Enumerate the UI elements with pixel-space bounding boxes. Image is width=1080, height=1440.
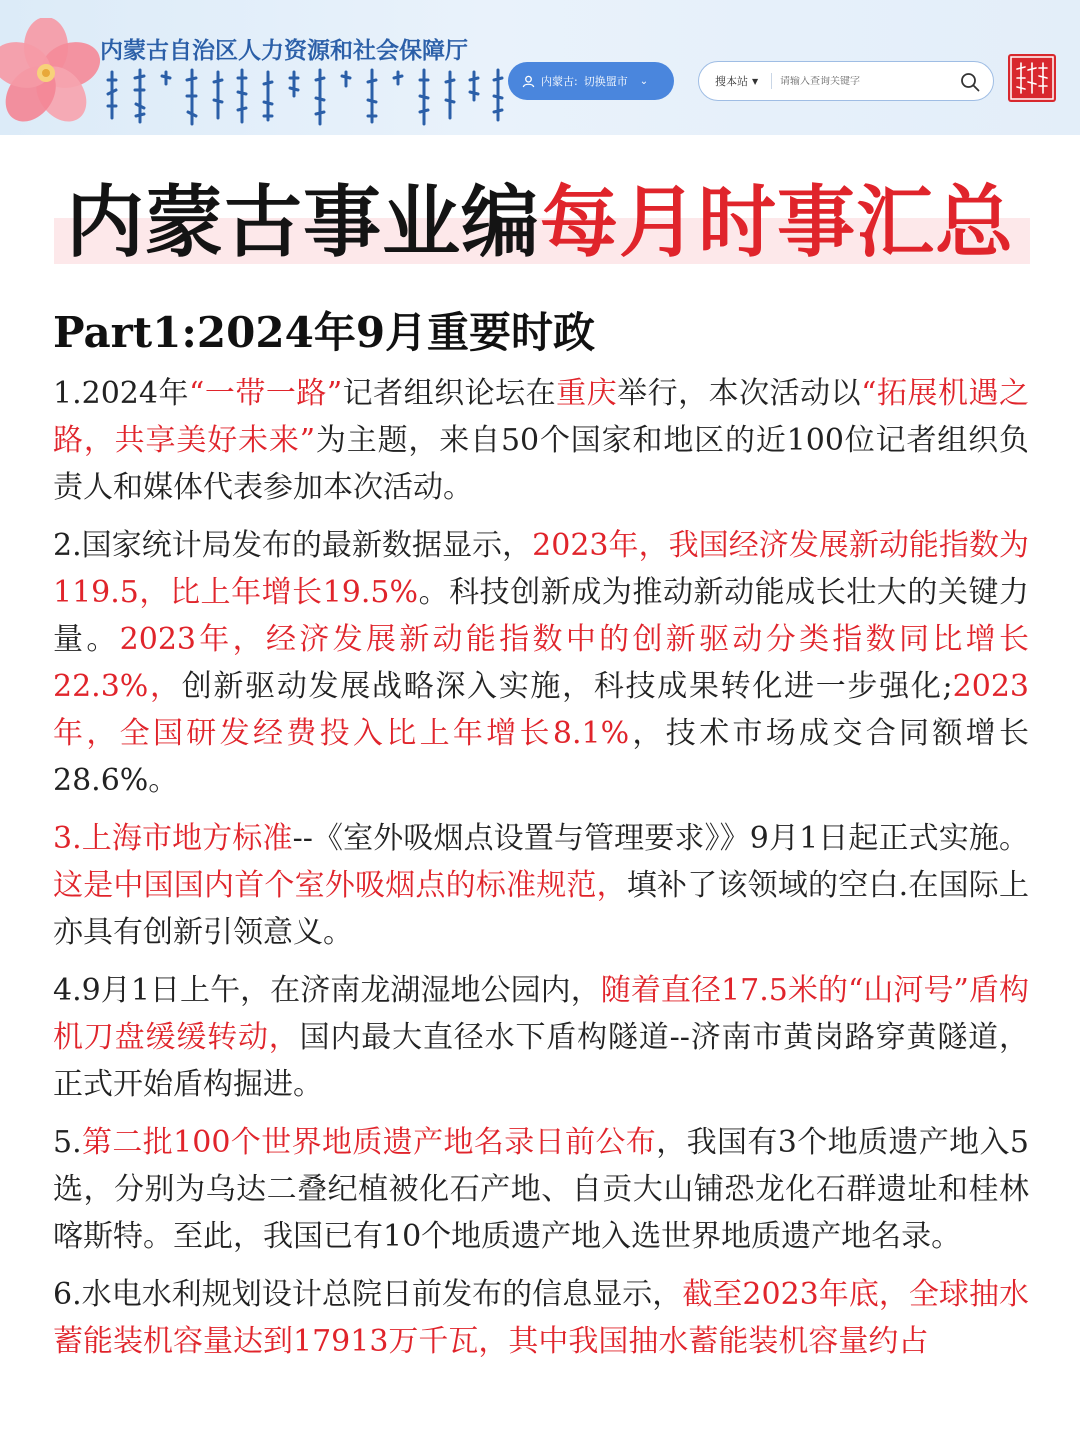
- body-text: 1.2024年: [53, 376, 189, 411]
- body-text: 记者组织论坛在: [342, 376, 557, 411]
- region-switch-button[interactable]: [508, 62, 674, 100]
- highlighted-text: 重庆: [556, 376, 618, 411]
- search-scope-select[interactable]: [699, 73, 771, 89]
- highlighted-text: 2023年，全国研发经费投入比上年增长8.1%: [53, 669, 1030, 751]
- body-text: ，我国有3个地质遗产地入5选，分别为乌达二叠纪植被化石产地、自贡大山铺恐龙化石群遗址和桂林喀斯特。至此，我国已有10个地质遗产地入选世界地质遗产地名录。: [53, 1125, 1029, 1254]
- seal-logo-icon: [1008, 54, 1056, 102]
- chevron-down-icon: ⌄: [639, 75, 649, 87]
- search-scope-label: 搜本站: [715, 75, 748, 88]
- search-icon[interactable]: [959, 71, 981, 93]
- news-item: [53, 522, 1029, 804]
- body-text: 为主题，来自50个国家和地区的近100位记者组织负责人和媒体代表参加本次活动。: [53, 423, 1029, 505]
- highlighted-text: 截至2023年底，全球抽水蓄能装机容量达到17913万千瓦，其中我国抽水蓄能装机容量约占: [53, 1277, 1029, 1359]
- region-switch-label: 切换盟市: [583, 75, 628, 88]
- highlighted-text: “拓展机遇之路，共享美好未来”: [53, 376, 1029, 458]
- highlighted-text: 这是中国国内首个室外吸烟点的标准规范，: [53, 868, 627, 903]
- news-list: [53, 370, 1029, 1376]
- news-item: [53, 815, 1029, 956]
- body-text: 国内最大直径水下盾构隧道--济南市黄岗路穿黄隧道，正式开始盾构掘进。: [53, 1020, 1029, 1102]
- site-header: [0, 0, 1080, 135]
- highlighted-text: 3.上海市地方标准: [53, 821, 293, 856]
- highlighted-text: 第二批100个世界地质遗产地名录日前公布: [81, 1125, 657, 1160]
- user-icon: [522, 75, 535, 88]
- body-text: 6.水电水利规划设计总院日前发布的信息显示，: [53, 1277, 683, 1312]
- caret-down-icon: ▼: [752, 76, 759, 86]
- news-item: [53, 370, 1029, 511]
- body-text: 。科技创新成为推动新动能成长壮大的关键力量。: [53, 575, 1030, 657]
- highlighted-text: 随着直径17.5米的“山河号”盾构机刀盘缓缓转动，: [53, 973, 1029, 1055]
- site-title[interactable]: 内蒙古自治区人力资源和社会保障厅: [100, 38, 468, 64]
- highlighted-text: “一带一路”: [188, 376, 343, 411]
- page-title-main: 内蒙古事业编: [65, 178, 540, 268]
- highlighted-text: 2023年，经济发展新动能指数中的创新驱动分类指数同比增长22.3%，: [53, 622, 1029, 704]
- news-item: [53, 1119, 1029, 1260]
- body-text: ，技术市场成交合同额增长28.6%。: [53, 716, 1029, 798]
- section-heading: Part1:2024年9月重要时政: [53, 308, 596, 357]
- page-title: [0, 168, 1080, 278]
- region-label: 内蒙古:: [541, 75, 578, 88]
- body-text: 5.: [53, 1125, 82, 1160]
- search-input[interactable]: [772, 76, 952, 87]
- body-text: 创新驱动发展战略深入实施，科技成果转化进一步强化;: [181, 669, 953, 704]
- news-item: [53, 1271, 1029, 1365]
- body-text: 举行，本次活动以: [617, 376, 862, 411]
- search-box: [698, 61, 994, 101]
- body-text: 2.国家统计局发布的最新数据显示，: [53, 528, 533, 563]
- news-item: [53, 967, 1029, 1108]
- body-text: --《室外吸烟点设置与管理要求》》9月1日起正式实施。: [292, 821, 1029, 856]
- flower-logo-icon: [0, 18, 104, 128]
- highlighted-text: 2023年，我国经济发展新动能指数为119.5，比上年增长19.5%: [53, 528, 1029, 610]
- page-title-accent: 每月时事汇总: [540, 178, 1015, 268]
- mongolian-script-logo: [104, 66, 504, 128]
- body-text: 4.9月1日上午，在济南龙湖湿地公园内，: [53, 973, 601, 1008]
- body-text: 填补了该领域的空白.在国际上亦具有创新引领意义。: [53, 868, 1030, 950]
